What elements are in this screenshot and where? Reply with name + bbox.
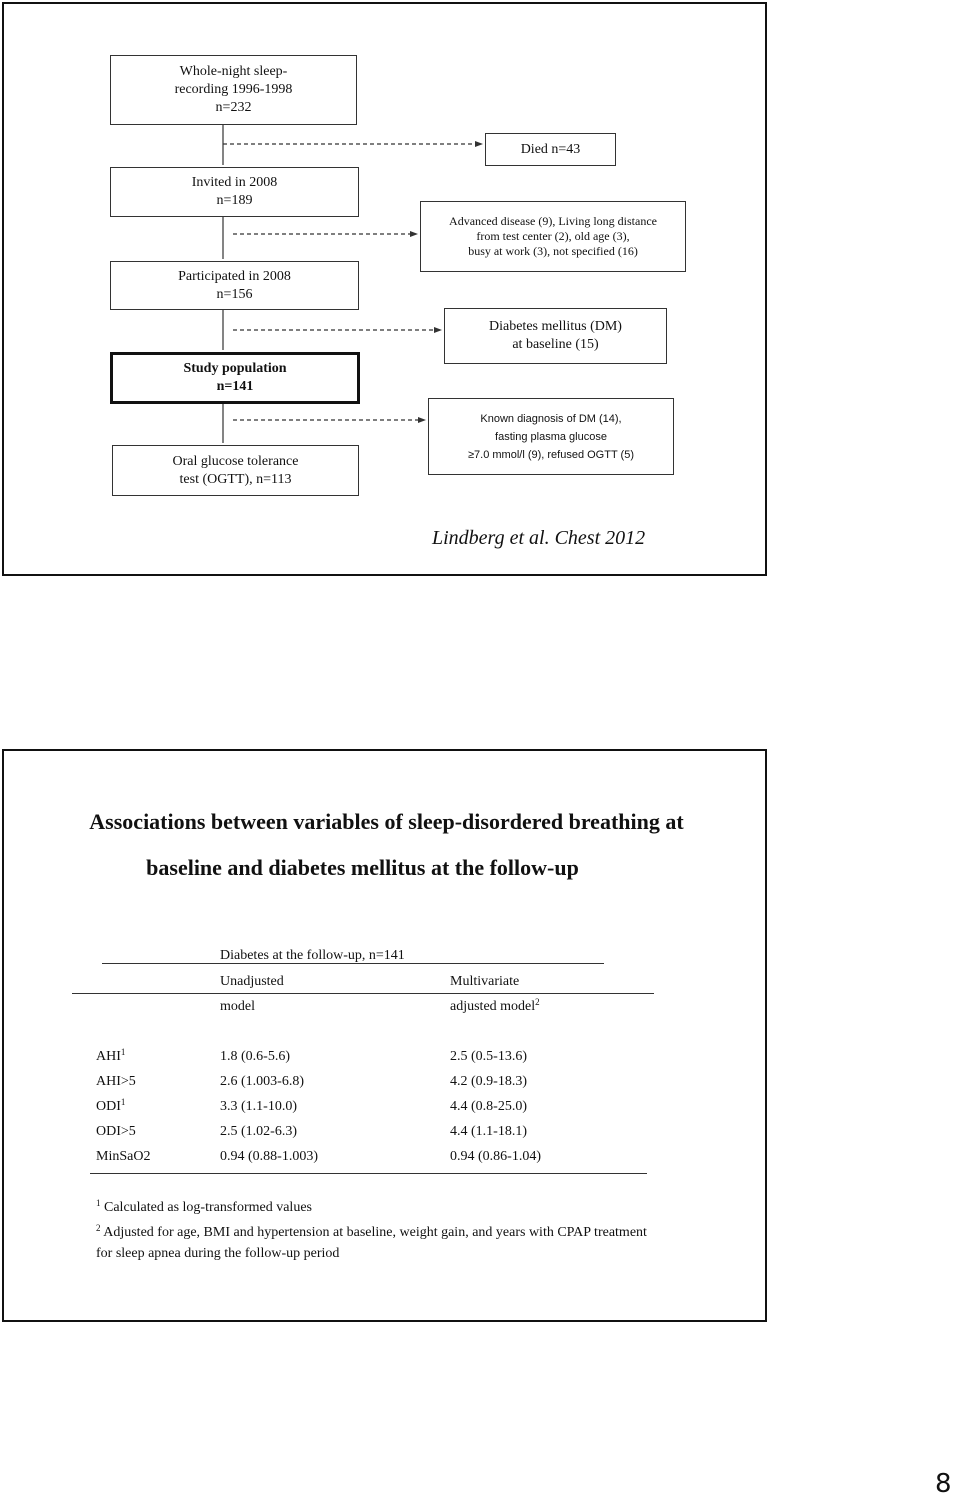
col2-header-text: adjusted model xyxy=(450,999,536,1014)
superscript: 1 xyxy=(120,1047,126,1057)
box-ogtt xyxy=(112,445,359,496)
cell-unadjusted: 3.3 (1.1-10.0) xyxy=(220,1099,297,1114)
citation: Lindberg et al. Chest 2012 xyxy=(432,527,646,549)
row-label-text: MinSaO2 xyxy=(96,1149,151,1164)
box-text: at baseline (15) xyxy=(512,337,599,352)
row-label xyxy=(96,1149,150,1165)
box-text: ≥7.0 mmol/l (9), refused OGTT (5) xyxy=(468,448,634,461)
superscript: 1 xyxy=(96,1198,101,1208)
cell-adjusted: 4.2 (0.9-18.3) xyxy=(450,1074,527,1089)
cell-unadjusted: 1.8 (0.6-5.6) xyxy=(220,1049,290,1064)
box-text: Study population xyxy=(183,361,287,376)
box-sleep-recording xyxy=(110,55,357,125)
cell-adjusted: 2.5 (0.5-13.6) xyxy=(450,1049,527,1064)
box-text: test (OGTT), n=113 xyxy=(179,471,292,487)
cell-adjusted: 4.4 (1.1-18.1) xyxy=(450,1124,527,1139)
box-text: Participated in 2008 xyxy=(178,268,291,284)
box-text: fasting plasma glucose xyxy=(495,430,607,443)
box-text: n=232 xyxy=(215,100,252,115)
cell-unadjusted: 2.6 (1.003-6.8) xyxy=(220,1074,304,1089)
row-label-text: ODI xyxy=(96,1099,121,1114)
row-label xyxy=(96,1124,136,1140)
slide-title-line2: baseline and diabetes mellitus at the follow-up xyxy=(146,855,579,880)
box-invited xyxy=(110,167,359,217)
row-label-text: ODI>5 xyxy=(96,1124,136,1139)
box-text: Oral glucose tolerance xyxy=(172,453,299,469)
box-text: n=141 xyxy=(216,379,254,394)
superscript: 2 xyxy=(96,1223,101,1233)
cell-adjusted: 4.4 (0.8-25.0) xyxy=(450,1099,527,1114)
box-died xyxy=(485,133,616,166)
box-text: n=189 xyxy=(216,193,253,208)
box-text: busy at work (3), not specified (16) xyxy=(468,244,638,258)
cell-adjusted: 0.94 (0.86-1.04) xyxy=(450,1149,541,1164)
slide-title-line1: Associations between variables of sleep-disordered breathing at xyxy=(89,809,684,834)
box-study-population xyxy=(110,352,360,404)
box-text: Diabetes mellitus (DM) xyxy=(489,319,622,334)
row-label xyxy=(96,1049,125,1065)
rule-mid xyxy=(72,993,654,994)
box-text: Advanced disease (9), Living long distance xyxy=(449,214,657,228)
superscript: 2 xyxy=(535,997,540,1007)
row-label xyxy=(96,1099,125,1115)
row-label-text: AHI xyxy=(96,1049,121,1064)
col2-header-line2 xyxy=(450,999,540,1015)
flowchart-slide xyxy=(2,2,767,576)
box-text: Known diagnosis of DM (14), xyxy=(480,412,622,425)
box-text: Whole-night sleep- xyxy=(179,64,288,79)
footnote-2-continued: for sleep apnea during the follow-up period xyxy=(96,1246,340,1261)
rule-bottom xyxy=(90,1173,647,1174)
box-text: n=156 xyxy=(216,286,253,302)
cell-unadjusted: 2.5 (1.02-6.3) xyxy=(220,1124,297,1139)
footnote-1 xyxy=(96,1200,312,1216)
superscript: 1 xyxy=(120,1097,126,1107)
group-header: Diabetes at the follow-up, n=141 xyxy=(220,948,405,963)
box-text: Invited in 2008 xyxy=(191,175,278,190)
row-label-text: AHI>5 xyxy=(96,1074,136,1089)
box-text: Died n=43 xyxy=(520,141,581,157)
box-dm-baseline xyxy=(444,308,667,364)
table-slide xyxy=(2,749,767,1322)
box-participated xyxy=(110,261,359,310)
row-label xyxy=(96,1074,136,1090)
box-text: recording 1996-1998 xyxy=(174,82,293,97)
col1-header-line2: model xyxy=(220,999,255,1014)
page-number: 8 xyxy=(935,1469,952,1499)
rule-top xyxy=(102,963,604,964)
footnote-2 xyxy=(96,1225,647,1241)
footnote-text: Adjusted for age, BMI and hypertension at baseline, weight gain, and years with CPAP treatment xyxy=(103,1225,647,1240)
col2-header-line1: Multivariate xyxy=(450,974,520,989)
cell-unadjusted: 0.94 (0.88-1.003) xyxy=(220,1149,318,1164)
footnote-text: Calculated as log-transformed values xyxy=(104,1200,312,1215)
box-known-dm xyxy=(428,398,674,475)
col1-header-line1: Unadjusted xyxy=(220,974,284,989)
box-declined-reasons xyxy=(420,201,686,272)
box-text: from test center (2), old age (3), xyxy=(476,229,630,243)
